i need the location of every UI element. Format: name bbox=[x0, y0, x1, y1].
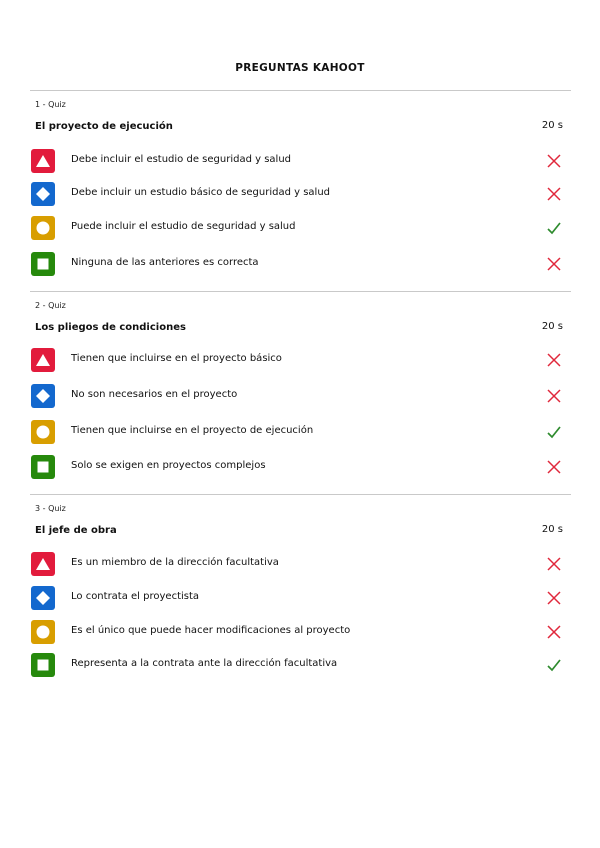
circle-icon bbox=[31, 216, 55, 240]
answer-row bbox=[30, 552, 571, 576]
answer-text: Tienen que incluirse en el proyecto básico bbox=[71, 353, 282, 364]
triangle-icon bbox=[31, 552, 55, 576]
incorrect-x-icon bbox=[546, 590, 562, 606]
triangle-icon bbox=[31, 149, 55, 173]
incorrect-x-icon bbox=[546, 459, 562, 475]
answer-row bbox=[30, 455, 571, 479]
circle-icon bbox=[31, 620, 55, 644]
answer-text: Ninguna de las anteriores es correcta bbox=[71, 257, 259, 268]
quiz-label: 2 - Quiz bbox=[35, 301, 66, 310]
answer-row bbox=[30, 216, 571, 240]
answer-row bbox=[30, 586, 571, 610]
answer-row bbox=[30, 384, 571, 408]
correct-check-icon bbox=[546, 657, 562, 673]
time-limit: 20 s bbox=[541, 524, 563, 535]
answer-row bbox=[30, 348, 571, 372]
quiz-label: 1 - Quiz bbox=[35, 100, 66, 109]
incorrect-x-icon bbox=[546, 256, 562, 272]
diamond-icon bbox=[31, 182, 55, 206]
incorrect-x-icon bbox=[546, 153, 562, 169]
question-text: El jefe de obra bbox=[35, 525, 117, 536]
square-icon bbox=[31, 252, 55, 276]
triangle-icon bbox=[31, 348, 55, 372]
quiz-block-1 bbox=[30, 90, 571, 291]
quiz-block-3 bbox=[30, 494, 571, 695]
incorrect-x-icon bbox=[546, 186, 562, 202]
question-text: El proyecto de ejecución bbox=[35, 121, 173, 132]
answer-text: Puede incluir el estudio de seguridad y salud bbox=[71, 221, 296, 232]
page-title: PREGUNTAS KAHOOT bbox=[235, 62, 365, 74]
time-limit: 20 s bbox=[541, 120, 563, 131]
answer-row bbox=[30, 182, 571, 206]
answer-text: Representa a la contrata ante la dirección facultativa bbox=[71, 658, 338, 669]
answer-text: Lo contrata el proyectista bbox=[71, 591, 200, 602]
answer-row bbox=[30, 149, 571, 173]
incorrect-x-icon bbox=[546, 352, 562, 368]
answer-text: Es el único que puede hacer modificaciones al proyecto bbox=[71, 625, 351, 636]
diamond-icon bbox=[31, 586, 55, 610]
diamond-icon bbox=[31, 384, 55, 408]
answer-text: Tienen que incluirse en el proyecto de ejecución bbox=[71, 425, 314, 436]
question-text: Los pliegos de condiciones bbox=[35, 322, 186, 333]
incorrect-x-icon bbox=[546, 388, 562, 404]
answer-text: Debe incluir el estudio de seguridad y salud bbox=[71, 154, 291, 165]
circle-icon bbox=[31, 420, 55, 444]
square-icon bbox=[31, 653, 55, 677]
quiz-block-2 bbox=[30, 291, 571, 494]
quiz-label: 3 - Quiz bbox=[35, 504, 66, 513]
answer-text: No son necesarios en el proyecto bbox=[71, 389, 238, 400]
answer-row bbox=[30, 653, 571, 677]
answer-text: Solo se exigen en proyectos complejos bbox=[71, 460, 266, 471]
answer-row bbox=[30, 420, 571, 444]
time-limit: 20 s bbox=[541, 321, 563, 332]
answer-row bbox=[30, 252, 571, 276]
incorrect-x-icon bbox=[546, 556, 562, 572]
incorrect-x-icon bbox=[546, 624, 562, 640]
answer-text: Debe incluir un estudio básico de seguridad y salud bbox=[71, 187, 331, 198]
answer-text: Es un miembro de la dirección facultativa bbox=[71, 557, 279, 568]
answer-row bbox=[30, 620, 571, 644]
correct-check-icon bbox=[546, 424, 562, 440]
correct-check-icon bbox=[546, 220, 562, 236]
square-icon bbox=[31, 455, 55, 479]
